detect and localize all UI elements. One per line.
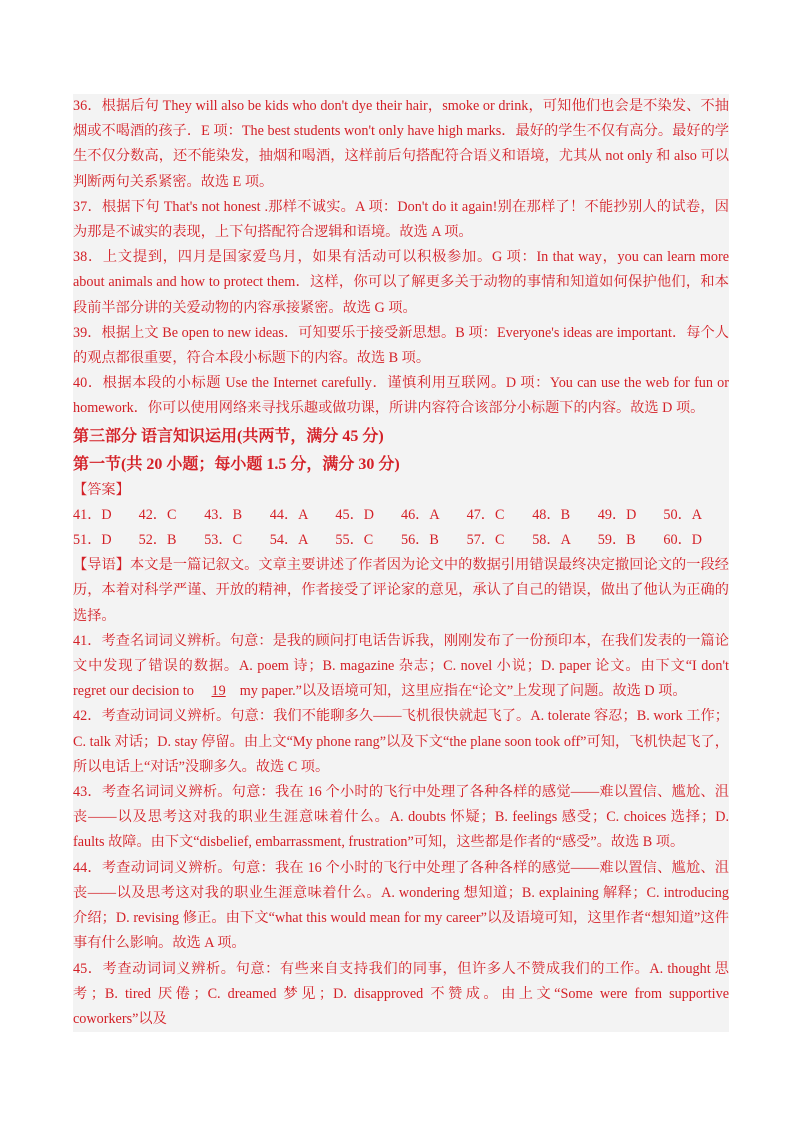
answer-label: 【答案】 [73,481,130,498]
answer-item: 48．B [532,506,571,523]
answer-item: 44．A [269,506,309,523]
answer-item: 49．D [597,506,637,523]
answers-row-1 [73,503,729,528]
answers-row-2 [73,528,729,553]
answer-item: 60．D [663,532,703,549]
explanation-40: 40．根据本段的小标题 Use the Internet carefully．谨慎利用互联网。D 项：You can use the web for fun or homework．你可以使用网络来寻找乐趣或做功课，所讲内容符合该部分小标题下的内容。故选 D 项。 [73,375,729,417]
answer-item: 54．A [269,532,309,549]
answer-item: 42．C [138,506,177,523]
answer-item: 50．A [663,506,703,523]
explanation-41 [73,629,729,705]
answer-item: 47．C [466,506,505,523]
explanation-44: 44．考查动词词义辨析。句意：我在 16 个小时的飞行中处理了各种各样的感觉——难以置信、尴尬、沮丧——以及思考这对我的职业生涯意味着什么。A. wondering 想知道；B. explaining 解释；C. introducing 介绍；D. revising 修正。由下文“what this would mean for my career”以及语境可知，这里作者“想知道”这件事有什么影响。故选 A 项。 [73,859,729,952]
explanation-41-before: 41．考查名词词义辨析。句意：是我的顾问打电话告诉我，刚刚发布了一份预印本，在我们发表的一篇论文中发现了错误的数据。A. poem 诗；B. magazine 杂志；C. novel 小说；D. paper 论文。由下文“I don't regret our decision to [73,632,729,700]
answer-item: 53．C [204,532,243,549]
explanation-42: 42．考查动词词义辨析。句意：我们不能聊多久——飞机很快就起飞了。A. tolerate 容忍；B. work 工作；C. talk 对话；D. stay 停留。由上文“My phone rang”以及下文“the plane soon took off”可知，飞机快起飞了，所以电话上“对话”没聊多久。故选 C 项。 [73,708,729,775]
answer-item: 46．A [400,506,440,523]
explanation-38: 38．上文提到，四月是国家爱鸟月，如果有活动可以积极参加。G 项：In that way，you can learn more about animals and how to protect them．这样，你可以了解更多关于动物的事情和知道如何保护他们，和本段前半部分讲的关爱动物的内容承接紧密。故选 G 项。 [73,249,729,316]
answer-item: 43．B [204,506,243,523]
explanation-39: 39．根据上文 Be open to new ideas．可知要乐于接受新思想。B 项：Everyone's ideas are important．每个人的观点都很重要，符合本段小标题下的内容。故选 B 项。 [73,324,729,367]
answer-item: 56．B [400,532,439,549]
page-content [73,94,729,1032]
explanation-37: 37．根据下句 That's not honest .那样不诚实。A 项：Don't do it again!别在那样了！不能抄别人的试卷，因为那是不诚实的表现，上下句搭配符合逻辑和语境。故选 A 项。 [73,198,729,241]
answer-item: 51．D [73,532,112,549]
blank-19: 19 [211,683,226,700]
answer-item: 41．D [73,506,112,523]
explanation-36: 36．根据后句 They will also be kids who don't dye their hair，smoke or drink，可知他们也会是不染发、不抽烟或不喝酒的孩子．E 项：The best students won't only have high marks．最好的学生不仅有高分。最好的学生不仅分数高，还不能染发，抽烟和喝酒，这样前后句搭配符合语义和语境，尤其从 not only 和 also 可以判断两句关系紧密。故选 E 项。 [73,98,729,190]
answer-item: 55．C [335,532,374,549]
explanation-45: 45．考查动词词义辨析。句意：有些来自支持我们的同事，但许多人不赞成我们的工作。A. thought 思考；B. tired 厌倦；C. dreamed 梦见；D. disapproved 不赞成。由上文“Some were from supportive coworkers”以及 [73,960,729,1027]
guide-paragraph: 【导语】本文是一篇记叙文。文章主要讲述了作者因为论文中的数据引用错误最终决定撤回论文的一段经历，本着对科学严谨、开放的精神，作者接受了评论家的意见，承认了自己的错误，做出了他认为正确的选择。 [73,557,729,624]
answer-item: 52．B [138,532,177,549]
answer-item: 57．C [466,532,505,549]
explanation-41-after: my paper.”以及语境可知，这里应指在“论文”上发现了问题。故选 D 项。 [239,683,687,700]
answer-item: 45．D [335,506,375,523]
section-heading: 第三部分 语言知识运用(共两节，满分 45 分) [73,427,384,445]
answer-item: 58．A [532,532,571,549]
explanation-43: 43．考查名词词义辨析。句意：我在 16 个小时的飞行中处理了各种各样的感觉——难以置信、尴尬、沮丧——以及思考这对我的职业生涯意味着什么。A. doubts 怀疑；B. feelings 感受；C. choices 选择；D. faults 故障。由下文“disbelief, embarrassment, frustration”可知，这些都是作者的“感受”。故选 B 项。 [73,784,729,851]
subsection-heading: 第一节(共 20 小题；每小题 1.5 分，满分 30 分) [73,455,400,473]
answer-item: 59．B [597,532,636,549]
